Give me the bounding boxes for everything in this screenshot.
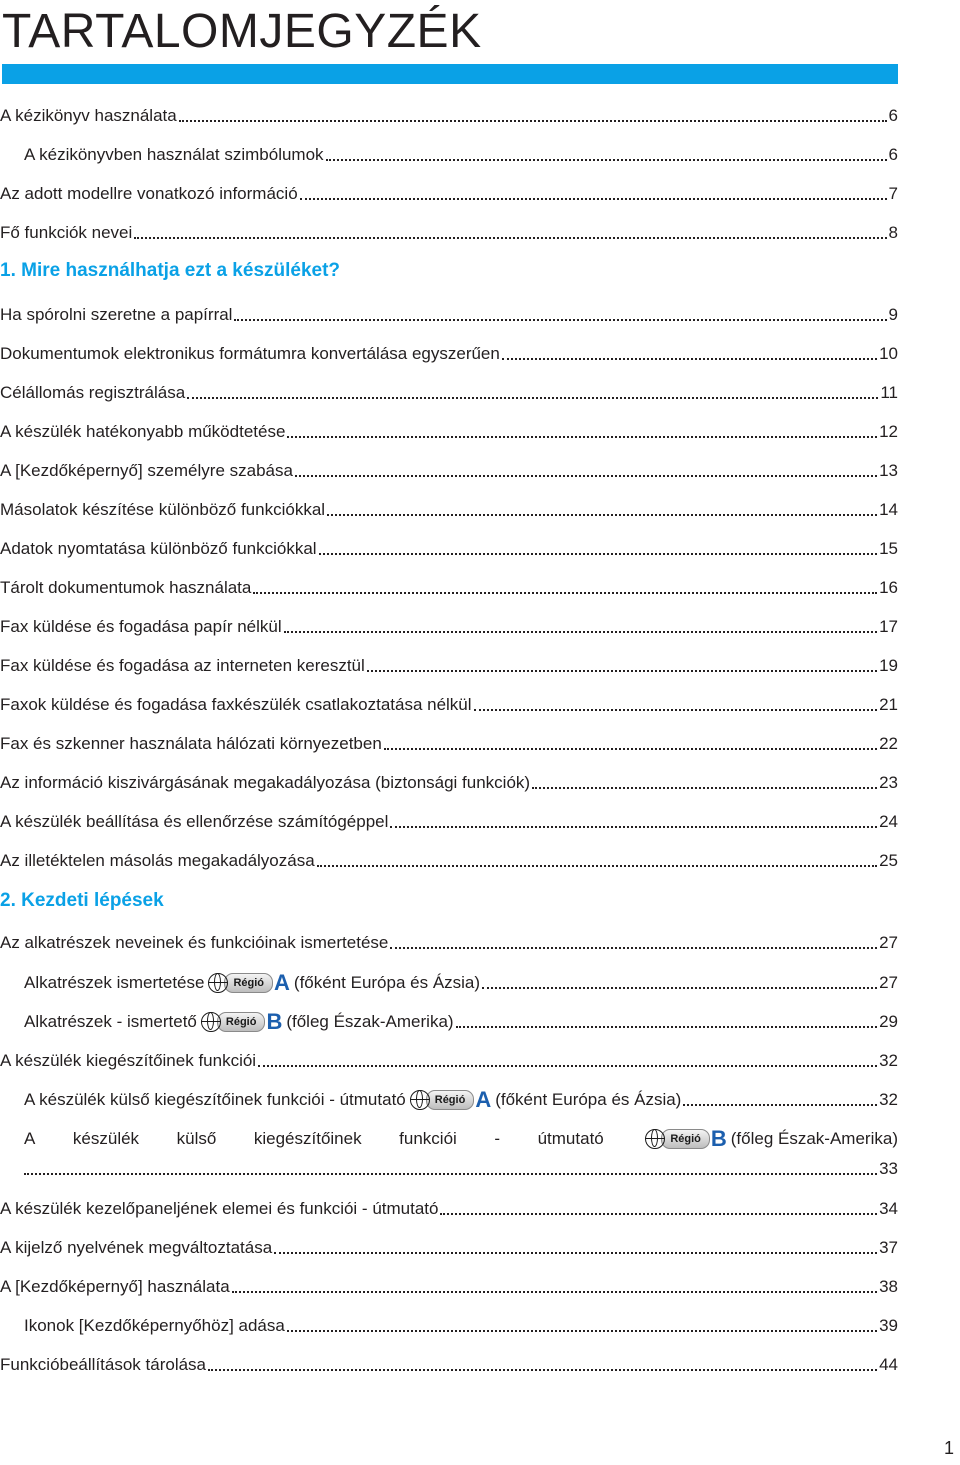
toc-entry[interactable] bbox=[0, 653, 898, 679]
toc-entry[interactable] bbox=[0, 809, 898, 835]
toc-entry-text: Dokumentumok elektronikus formátumra konvertálása egyszerűen bbox=[0, 344, 500, 363]
toc-entry-text: Adatok nyomtatása különböző funkciókkal bbox=[0, 539, 317, 558]
toc-entry-text: Faxok küldése és fogadása faxkészülék csatlakoztatása nélkül bbox=[0, 695, 472, 714]
toc-entry-text: Ha spórolni szeretne a papírral bbox=[0, 305, 233, 324]
toc-entry[interactable] bbox=[0, 1352, 898, 1378]
toc-entry[interactable] bbox=[0, 220, 898, 246]
toc-entry[interactable] bbox=[0, 575, 898, 601]
toc-entry-region-text: (főleg Észak-Amerika) bbox=[286, 1012, 454, 1031]
toc-word: készülék bbox=[72, 1129, 140, 1148]
toc-word: funkciói bbox=[399, 1129, 457, 1148]
toc-entry-page: 6 bbox=[888, 145, 898, 164]
toc-entry-page: 6 bbox=[888, 106, 898, 125]
toc-entry[interactable] bbox=[0, 614, 898, 640]
toc-entry[interactable] bbox=[0, 848, 898, 874]
toc-entry-page: 33 bbox=[879, 1159, 898, 1178]
toc-entry-page: 9 bbox=[888, 305, 898, 324]
toc-entry-page: 21 bbox=[879, 695, 898, 714]
toc-entry[interactable] bbox=[0, 103, 898, 129]
region-badge-label: Régió bbox=[661, 1129, 710, 1149]
toc-entry[interactable] bbox=[0, 536, 898, 562]
toc-entry-page: 27 bbox=[879, 973, 898, 992]
toc-entry-page: 16 bbox=[879, 578, 898, 597]
toc-entry[interactable] bbox=[0, 770, 898, 796]
toc-entry-page: 22 bbox=[879, 734, 898, 753]
toc-entry[interactable] bbox=[0, 1048, 898, 1074]
title-rule bbox=[2, 64, 898, 84]
toc-entry-text: Ikonok [Kezdőképernyőhöz] adása bbox=[24, 1316, 285, 1335]
toc-entry-text: A készülék kezelőpaneljének elemei és funkciói - útmutató bbox=[0, 1199, 439, 1218]
toc-entry-page: 39 bbox=[879, 1316, 898, 1335]
toc-entry-text: Célállomás regisztrálása bbox=[0, 383, 186, 402]
region-badge bbox=[410, 1089, 491, 1111]
toc-word: útmutató bbox=[537, 1129, 604, 1148]
toc-entry-text: Az alkatrészek neveinek és funkcióinak ismertetése bbox=[0, 933, 389, 952]
toc-word: külső bbox=[176, 1129, 217, 1148]
toc-entry-text: A kézikönyv használata bbox=[0, 106, 177, 125]
toc-entry-text: Az információ kiszivárgásának megakadályozása (biztonsági funkciók) bbox=[0, 773, 531, 792]
toc-entry[interactable] bbox=[24, 1087, 898, 1113]
toc-entry-text: Alkatrészek - ismertető bbox=[24, 1012, 197, 1031]
page-title: TARTALOMJEGYZÉK bbox=[2, 5, 482, 58]
toc-entry-page: 27 bbox=[879, 933, 898, 952]
toc-entry-text: Fax küldése és fogadása az interneten keresztül bbox=[0, 656, 365, 675]
toc-entry-page: 23 bbox=[879, 773, 898, 792]
toc-entry-page: 19 bbox=[879, 656, 898, 675]
page-number: 1 bbox=[943, 1438, 954, 1458]
toc-entry-page: 34 bbox=[879, 1199, 898, 1218]
toc-entry-continuation[interactable] bbox=[24, 1156, 898, 1182]
toc-entry-page: 7 bbox=[888, 184, 898, 203]
globe-icon bbox=[201, 1012, 221, 1032]
toc-entry-page: 38 bbox=[879, 1277, 898, 1296]
region-badge bbox=[645, 1128, 726, 1150]
chapter-heading[interactable]: 2. Kezdeti lépések bbox=[0, 890, 164, 911]
toc-entry-page: 11 bbox=[880, 383, 898, 402]
toc-entry-page: 32 bbox=[879, 1051, 898, 1070]
toc-entry-text: Az adott modellre vonatkozó információ bbox=[0, 184, 298, 203]
toc-entry-page: 13 bbox=[879, 461, 898, 480]
region-badge bbox=[201, 1011, 282, 1033]
toc-entry-text: A kijelző nyelvének megváltoztatása bbox=[0, 1238, 273, 1257]
region-letter: B bbox=[266, 1009, 283, 1034]
toc-entry-page: 12 bbox=[879, 422, 898, 441]
toc-entry[interactable] bbox=[0, 930, 898, 956]
toc-word: - bbox=[494, 1129, 501, 1148]
toc-entry[interactable] bbox=[0, 380, 898, 406]
toc-entry[interactable] bbox=[24, 1313, 898, 1339]
toc-entry-text: A [Kezdőképernyő] személyre szabása bbox=[0, 461, 293, 480]
toc-entry-page: 15 bbox=[879, 539, 898, 558]
toc-entry[interactable] bbox=[0, 341, 898, 367]
region-badge-label: Régió bbox=[426, 1090, 475, 1110]
toc-entry-text: A [Kezdőképernyő] használata bbox=[0, 1277, 230, 1296]
toc-entry-page: 29 bbox=[879, 1012, 898, 1031]
toc-entry-page: 24 bbox=[879, 812, 898, 831]
toc-entry-page: 10 bbox=[879, 344, 898, 363]
toc-entry-page: 44 bbox=[879, 1355, 898, 1374]
toc-entry-page: 14 bbox=[879, 500, 898, 519]
globe-icon bbox=[410, 1090, 430, 1110]
toc-entry[interactable] bbox=[0, 692, 898, 718]
toc-entry-text: A készülék külső kiegészítőinek funkciói - útmutató bbox=[24, 1090, 406, 1109]
toc-entry[interactable] bbox=[0, 1196, 898, 1222]
region-badge-label: Régió bbox=[217, 1012, 266, 1032]
toc-entry-text: A készülék beállítása és ellenőrzése számítógéppel bbox=[0, 812, 389, 831]
toc-entry-page: 8 bbox=[888, 223, 898, 242]
toc-entry[interactable] bbox=[0, 497, 898, 523]
toc-entry[interactable] bbox=[0, 731, 898, 757]
toc-entry-text: A készülék kiegészítőinek funkciói bbox=[0, 1051, 257, 1070]
toc-entry-text: Fax küldése és fogadása papír nélkül bbox=[0, 617, 282, 636]
toc-entry-text: Fő funkciók nevei bbox=[0, 223, 133, 242]
region-badge bbox=[208, 972, 289, 994]
region-badge-label: Régió bbox=[224, 973, 273, 993]
toc-entry[interactable] bbox=[0, 419, 898, 445]
toc-word: A bbox=[24, 1129, 36, 1148]
toc-entry[interactable] bbox=[0, 458, 898, 484]
toc-entry-page: 17 bbox=[879, 617, 898, 636]
toc-entry-justified[interactable] bbox=[24, 1126, 898, 1152]
toc-entry-page: 37 bbox=[879, 1238, 898, 1257]
toc-entry-page: 32 bbox=[879, 1090, 898, 1109]
toc-entry-text: Alkatrészek ismertetése bbox=[24, 973, 205, 992]
toc-entry-text: A kézikönyvben használat szimbólumok bbox=[24, 145, 324, 164]
toc-word: kiegészítőinek bbox=[253, 1129, 362, 1148]
region-letter: B bbox=[710, 1126, 727, 1151]
toc-entry[interactable] bbox=[24, 142, 898, 168]
toc-entry[interactable] bbox=[0, 181, 898, 207]
chapter-heading[interactable]: 1. Mire használhatja ezt a készüléket? bbox=[0, 260, 341, 281]
region-letter: A bbox=[274, 970, 290, 995]
toc-entry-page: 25 bbox=[879, 851, 898, 870]
toc-entry-text: Funkcióbeállítások tárolása bbox=[0, 1355, 207, 1374]
toc-entry-region-text: (főként Európa és Ázsia) bbox=[495, 1090, 682, 1109]
toc-entry-region-text: (főként Európa és Ázsia) bbox=[293, 973, 481, 992]
toc-entry[interactable] bbox=[24, 970, 898, 996]
toc-entry[interactable] bbox=[0, 1274, 898, 1300]
region-letter: A bbox=[475, 1087, 492, 1112]
toc-entry[interactable] bbox=[0, 1235, 898, 1261]
toc-entry-text: A készülék hatékonyabb működtetése bbox=[0, 422, 286, 441]
toc-entry-text: Az illetéktelen másolás megakadályozása bbox=[0, 851, 315, 870]
toc-entry-region-text: (főleg Észak-Amerika) bbox=[730, 1129, 898, 1148]
toc-entry-text: Fax és szkenner használata hálózati környezetben bbox=[0, 734, 382, 753]
toc-entry-text: Tárolt dokumentumok használata bbox=[0, 578, 252, 597]
toc-entry[interactable] bbox=[24, 1009, 898, 1035]
toc-entry[interactable] bbox=[0, 302, 898, 328]
toc-entry-text: Másolatok készítése különböző funkciókkal bbox=[0, 500, 326, 519]
